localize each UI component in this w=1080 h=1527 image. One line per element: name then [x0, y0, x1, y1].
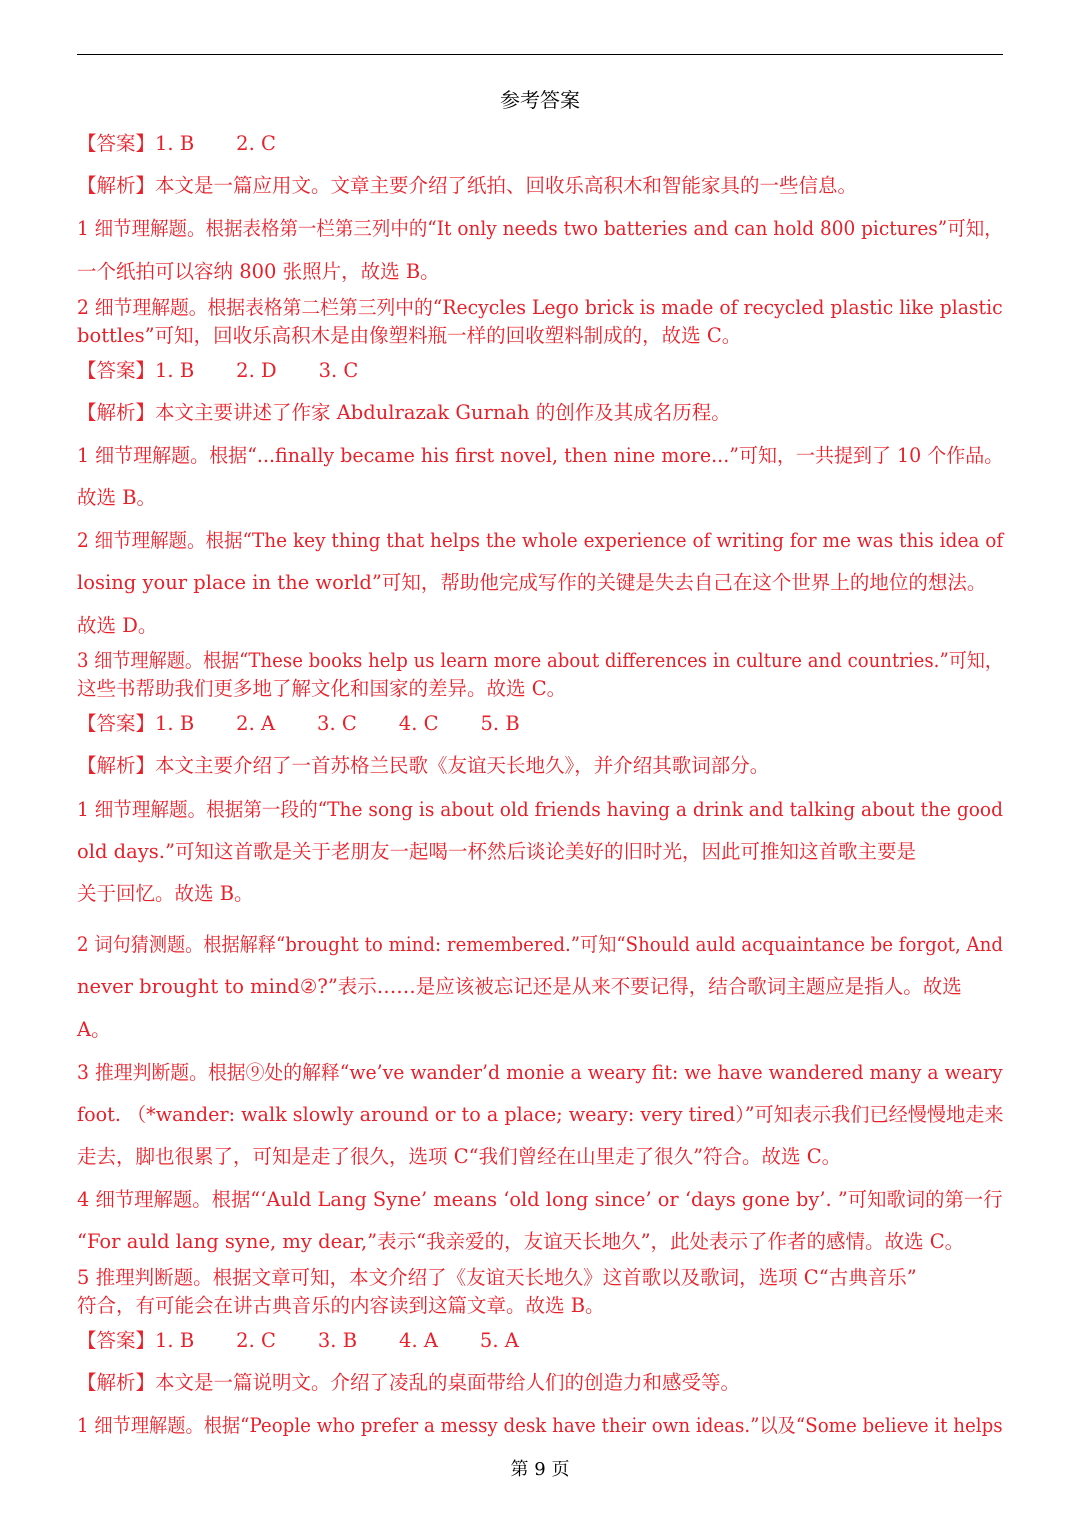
answer-item: 1. B: [155, 359, 195, 382]
explanation-line: 1 细节理解题。根据表格第一栏第三列中的“It only needs two batteries and can hold 800 pictures”可知，: [77, 217, 1003, 240]
answer-item: 2. A: [236, 712, 276, 735]
explanation-line: 故选 D。: [77, 614, 158, 637]
header-rule: [77, 54, 1003, 55]
explanation-line: 1 细节理解题。根据“...finally became his first novel, then nine more...”可知，一共提到了 10 个作品。: [77, 444, 1004, 467]
answer-line: [77, 708, 562, 736]
answer-line: [77, 355, 400, 383]
answer-item: 4. C: [398, 712, 439, 735]
explanation-line: 3 推理判断题。根据⑨处的解释“we’ve wander’d monie a weary fit: we have wandered many a weary: [77, 1061, 1003, 1084]
explanation-line: “For auld lang syne, my dear,”表示“我亲爱的，友谊天长地久”，此处表示了作者的感情。故选 C。: [77, 1230, 965, 1253]
answer-item: 2. D: [236, 359, 277, 382]
explanation-line: 这些书帮助我们更多地了解文化和国家的差异。故选 C。: [77, 677, 567, 700]
answer-item: 3. B: [317, 1329, 358, 1352]
answer-item: 1. B: [155, 712, 195, 735]
explanation-line: 走去，脚也很累了，可知是走了很久，选项 C“我们曾经在山里走了很久”符合。故选 C。: [77, 1145, 842, 1168]
explanation-line: 2 细节理解题。根据表格第二栏第三列中的“Recycles Lego brick is made of recycled plastic like plastic: [77, 296, 1003, 319]
explanation-line: bottles”可知，回收乐高积木是由像塑料瓶一样的回收塑料制成的，故选 C。: [77, 324, 742, 347]
answer-item: 4. A: [399, 1329, 438, 1352]
explanation-line: 2 词句猜测题。根据解释“brought to mind: remembered.”可知“Should auld acquaintance be forgot, And: [77, 933, 1003, 956]
explanation-line: 故选 B。: [77, 486, 157, 509]
answer-line: [77, 128, 318, 156]
answer-item: 3. C: [318, 359, 359, 382]
analysis-line: 【解析】本文是一篇说明文。介绍了凌乱的桌面带给人们的创造力和感受等。: [77, 1371, 741, 1394]
explanation-line: 1 细节理解题。根据第一段的“The song is about old friends having a drink and talking about the good: [77, 798, 1003, 821]
explanation-line: foot. （*wander: walk slowly around or to a place; weary: very tired）”可知表示我们已经慢慢地走来: [77, 1103, 1004, 1126]
answer-item: 5. B: [480, 712, 520, 735]
answer-label: 【答案】: [77, 712, 156, 735]
explanation-line: never brought to mind②?”表示……是应该被忘记还是从来不要记得，结合歌词主题应是指人。故选: [77, 975, 962, 998]
explanation-line: losing your place in the world”可知，帮助他完成写作的关键是失去自己在这个世界上的地位的想法。: [77, 571, 987, 594]
answer-label: 【答案】: [77, 1329, 156, 1352]
explanation-line: A。: [77, 1018, 111, 1041]
analysis-line: 【解析】本文主要讲述了作家 Abdulrazak Gurnah 的创作及其成名历程。: [77, 401, 731, 424]
answer-item: 2. C: [236, 132, 276, 155]
answer-item: 1. B: [155, 1329, 195, 1352]
analysis-line: 【解析】本文主要介绍了一首苏格兰民歌《友谊天长地久》，并介绍其歌词部分。: [77, 754, 770, 777]
explanation-line: 3 细节理解题。根据“These books help us learn more about differences in culture and countries.”可知，: [77, 649, 1004, 672]
answer-line: [77, 1325, 561, 1353]
page-title: 参考答案: [500, 88, 580, 112]
explanation-line: 符合，有可能会在讲古典音乐的内容读到这篇文章。故选 B。: [77, 1294, 605, 1317]
analysis-line: 【解析】本文是一篇应用文。文章主要介绍了纸拍、回收乐高积木和智能家具的一些信息。: [77, 174, 858, 197]
explanation-line: 4 细节理解题。根据“‘Auld Lang Syne’ means ‘old long since’ or ‘days gone by’. ”可知歌词的第一行: [77, 1188, 1003, 1211]
explanation-line: 一个纸拍可以容纳 800 张照片，故选 B。: [77, 260, 440, 283]
explanation-line: old days.”可知这首歌是关于老朋友一起喝一杯然后谈论美好的旧时光，因此可推知这首歌主要是: [77, 840, 916, 863]
answer-item: 3. C: [317, 712, 357, 735]
answer-label: 【答案】: [77, 359, 156, 382]
page-number: 第 9 页: [510, 1459, 570, 1480]
answer-label: 【答案】: [77, 132, 156, 155]
explanation-line: 1 细节理解题。根据“People who prefer a messy desk have their own ideas.”以及“Some believe it helps: [77, 1414, 1003, 1437]
explanation-line: 关于回忆。故选 B。: [77, 882, 254, 905]
answer-item: 2. C: [236, 1329, 276, 1352]
explanation-line: 2 细节理解题。根据“The key thing that helps the whole experience of writing for me was this idea of: [77, 529, 1004, 552]
answer-item: 1. B: [155, 132, 195, 155]
answer-item: 5. A: [479, 1329, 519, 1352]
explanation-line: 5 推理判断题。根据文章可知，本文介绍了《友谊天长地久》这首歌以及歌词，选项 C“古典音乐”: [77, 1266, 917, 1289]
